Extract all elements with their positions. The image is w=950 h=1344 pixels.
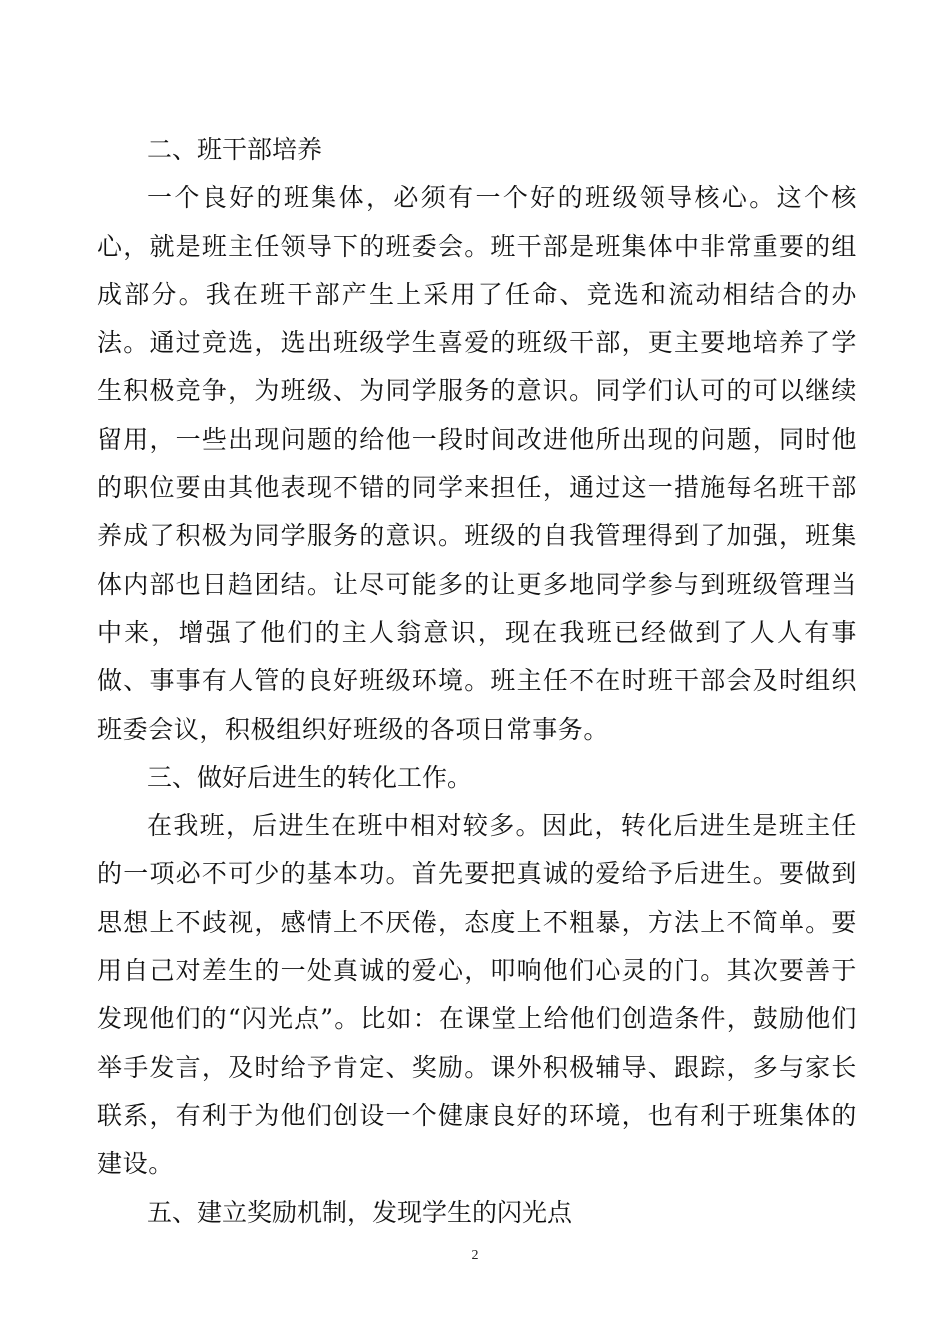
section-heading-underachiever-transformation: 三、做好后进生的转化工作。	[147, 762, 473, 792]
paragraph-class-cadre-training: 一个良好的班集体，必须有一个好的班级领导核心。这个核心，就是班主任领导下的班委会。班干部是班集体中非常重要的组成部分。我在班干部产生上采用了任命、竞选和流动相结合的办法。通过竞选，选出班级学生喜爱的班级干部，更主要地培养了学生积极竞争，为班级、为同学服务的意识。同学们认可的可以继续留用，一些出现问题的给他一段时间改进他所出现的问题，同时他的职位要由其他表现不错的同学来担任，通过这一措施每名班干部养成了积极为同学服务的意识。班级的自我管理得到了加强，班集体内部也日趋团结。让尽可能多的让更多地同学参与到班级管理当中来，增强了他们的主人翁意识，现在我班已经做到了人人有事做、事事有人管的良好班级环境。班主任不在时班干部会及时组织班委会议，积极组织好班级的各项日常事务。	[97, 183, 857, 744]
section-heading-class-cadre-training: 二、班干部培养	[147, 135, 323, 164]
page-number: 2	[471, 1248, 479, 1263]
document-body	[97, 126, 857, 1237]
section-heading-reward-mechanism: 五、建立奖励机制，发现学生的闪光点	[147, 1197, 573, 1227]
paragraph-underachiever-transformation: 在我班，后进生在班中相对较多。因此，转化后进生是班主任的一项必不可少的基本功。首先要把真诚的爱给予后进生。要做到思想上不歧视，感情上不厌倦，态度上不粗暴，方法上不简单。要用自己对差生的一处真诚的爱心，叩响他们心灵的门。其次要善于发现他们的“闪光点”。比如：在课堂上给他们创造条件，鼓励他们举手发言，及时给予肯定、奖励。课外积极辅导、跟踪，多与家长联系，有利于为他们创设一个健康良好的环境，也有利于班集体的建设。	[97, 811, 857, 1179]
